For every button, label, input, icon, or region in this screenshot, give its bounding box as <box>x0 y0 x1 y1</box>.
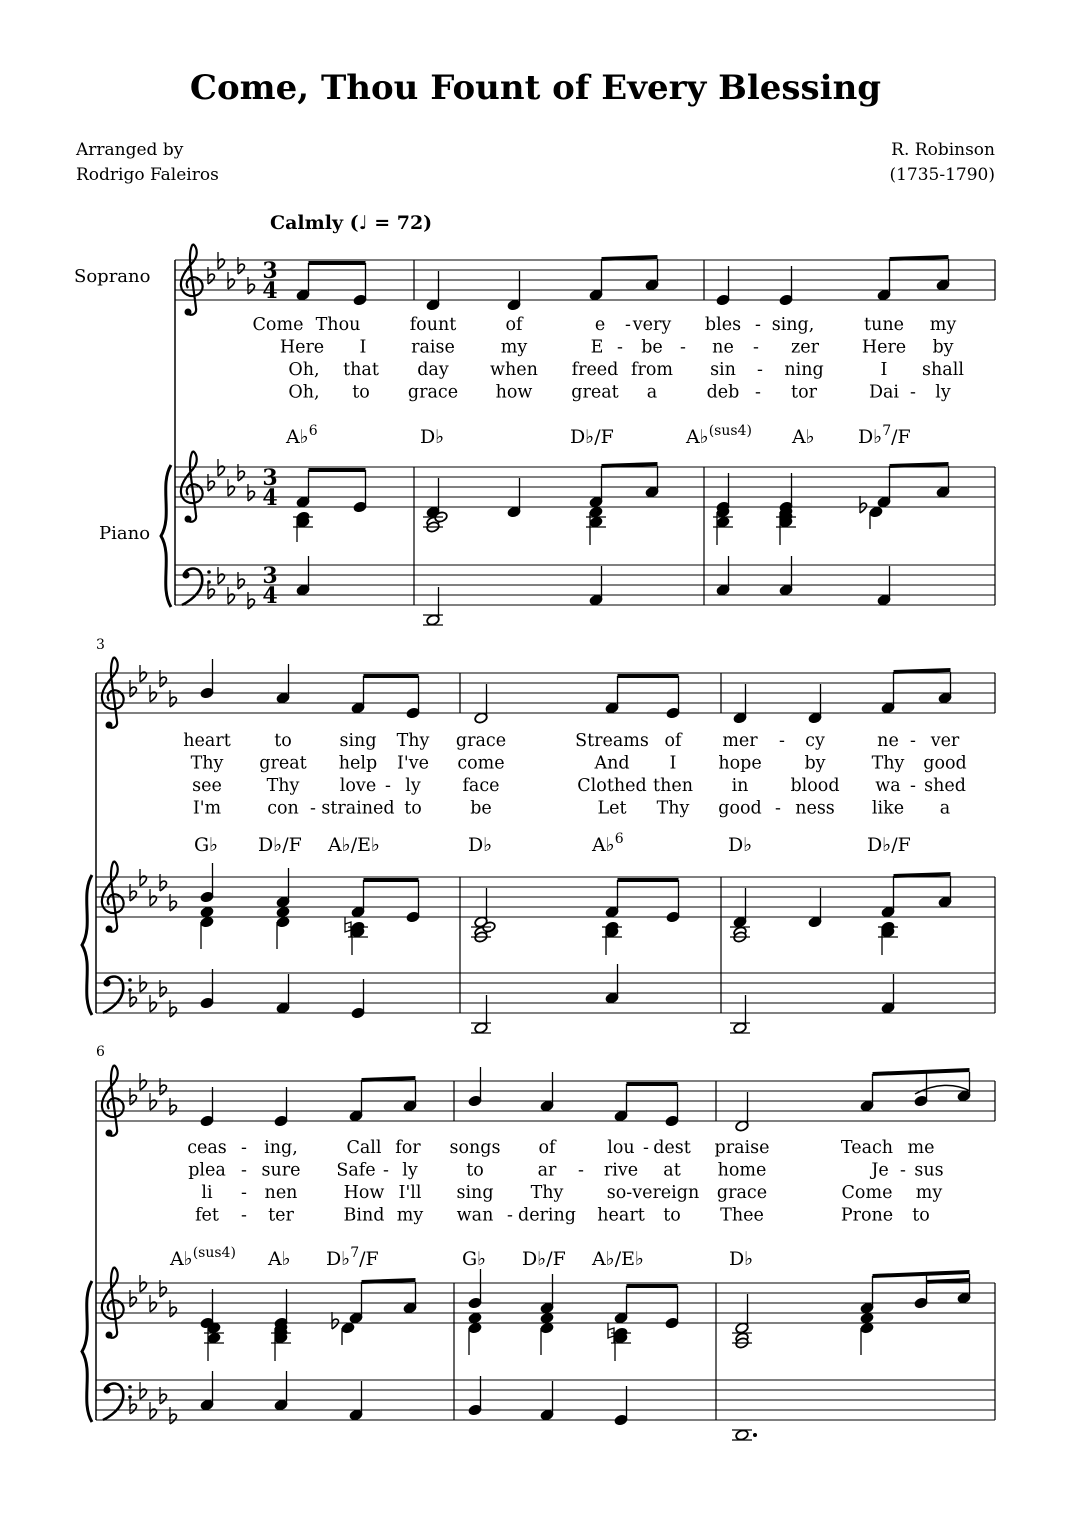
lyric-syllable: ter <box>268 1205 294 1226</box>
piano-brace <box>82 1281 92 1422</box>
lyric-syllable: fount <box>409 315 457 335</box>
composer-dates: (1735-1790) <box>889 165 995 185</box>
note-head <box>200 916 214 928</box>
bass-clef-icon <box>182 569 211 606</box>
chord-bass: /F <box>282 834 302 856</box>
lyric-syllable: I'm <box>192 798 222 819</box>
chord-extension: 6 <box>614 831 624 847</box>
lyric-syllable: - <box>625 315 631 335</box>
note-head <box>276 906 290 918</box>
lyric-syllable: by <box>932 337 954 358</box>
lyric-syllable: that <box>343 360 379 380</box>
chord-symbol <box>867 834 911 856</box>
lyric-syllable: freed <box>571 360 619 380</box>
lyric-syllable: great <box>571 382 619 403</box>
lyric-syllable: ne <box>712 337 734 358</box>
lyric-syllable: my <box>396 1205 424 1226</box>
lyric-syllable: to <box>663 1205 681 1226</box>
beam <box>873 1270 970 1278</box>
measure-number-6: 6 <box>96 1044 105 1060</box>
arranger-label: Arranged by <box>76 140 184 160</box>
flat-icon <box>860 496 867 513</box>
lyric-syllable: Here <box>279 337 325 358</box>
lyric-syllable: my <box>500 337 528 358</box>
lyric-syllable: Thee <box>720 1205 764 1226</box>
lyric-syllable: sing <box>339 731 377 751</box>
lyric-syllable: to <box>274 731 292 751</box>
chord-root: A♭ <box>592 1248 615 1270</box>
lyric-syllable: Thy <box>190 753 224 774</box>
lyric-syllable: Teach <box>840 1138 894 1158</box>
chord-symbol <box>420 426 444 448</box>
lyric-syllable: E <box>590 337 604 358</box>
lyric-syllable: tor <box>791 382 817 403</box>
chord-root: G♭ <box>194 834 219 856</box>
chord-root: D♭ <box>258 834 283 856</box>
beam <box>364 878 419 882</box>
lyric-syllable: Thy <box>530 1183 564 1203</box>
lyric-syllable: sure <box>261 1160 301 1181</box>
quarter-note-icon: ♩ <box>358 212 368 234</box>
lyric-syllable: - <box>507 1205 513 1226</box>
lyric-syllable: my <box>929 315 957 335</box>
lyric-syllable: wa <box>875 776 901 796</box>
piano-label: Piano <box>99 523 151 544</box>
lyric-syllable: ing, <box>264 1138 298 1158</box>
lyric-syllable: Oh, <box>288 382 320 403</box>
lyric-syllable: grace <box>407 382 459 403</box>
lyric-syllable: Thy <box>396 731 430 751</box>
beam <box>364 674 419 678</box>
lyric-syllable: Bind <box>343 1205 385 1226</box>
lyric-syllable: me <box>907 1138 935 1158</box>
composer-name: R. Robinson <box>891 140 995 160</box>
lyric-syllable: in <box>731 776 749 796</box>
chord-bass: /F <box>359 1248 379 1270</box>
note-head <box>468 1322 482 1334</box>
chord-symbol <box>285 423 318 448</box>
chord-root: D♭ <box>420 426 445 448</box>
lyric-syllable: then <box>653 776 693 796</box>
chord-symbol <box>729 1248 753 1270</box>
lyric-syllable: good <box>923 753 967 774</box>
lyric-syllable: mer <box>722 731 758 751</box>
lyric-syllable: - <box>755 315 761 335</box>
lyric-syllable: heart <box>183 731 231 751</box>
lyric-syllable: I <box>669 753 677 774</box>
lyric-syllable: Oh, <box>288 360 320 380</box>
lyric-syllable: be <box>470 798 492 819</box>
lyric-syllable: - <box>578 1160 584 1181</box>
chord-symbol <box>462 1248 486 1270</box>
lyric-syllable: I'll <box>398 1183 422 1203</box>
lyric-syllable: to <box>466 1160 484 1181</box>
lyric-syllable: great <box>259 753 307 774</box>
lyric-syllable: I've <box>397 753 429 774</box>
chord-root: A♭ <box>592 834 615 856</box>
lyric-syllable: praise <box>714 1138 770 1158</box>
piece-title: Come, Thou Fount of Every Blessing <box>189 68 882 108</box>
chord-symbol <box>194 834 218 856</box>
lyric-syllable: - <box>779 731 785 751</box>
chord-bass: /E♭ <box>350 834 380 856</box>
chord-root: D♭ <box>729 1248 754 1270</box>
lyric-syllable: plea <box>188 1160 226 1181</box>
lyric-syllable: e <box>594 315 606 335</box>
lyric-syllable: blood <box>790 776 840 796</box>
lyric-syllable: ceas <box>187 1138 227 1158</box>
lyric-syllable: - <box>775 798 781 819</box>
lyric-syllable: dest <box>653 1138 691 1158</box>
lyric-syllable: Thy <box>656 798 690 819</box>
lyric-syllable: heart <box>597 1205 645 1226</box>
note-head <box>207 1332 221 1344</box>
lyric-syllable: - <box>910 382 916 403</box>
chord-root: D♭ <box>728 834 753 856</box>
lyric-syllable: ness <box>795 798 835 819</box>
lyric-syllable: li <box>201 1183 213 1203</box>
chord-root: D♭ <box>326 1248 351 1270</box>
lyric-syllable: ly <box>405 776 421 796</box>
chord-extension: (sus4) <box>708 423 752 439</box>
lyric-syllable: Come <box>841 1183 893 1203</box>
lyric-syllable: zer <box>791 337 819 358</box>
time-signature-top: 3 <box>262 465 278 491</box>
piano-brace <box>82 875 92 1015</box>
note-head <box>589 506 603 518</box>
lyric-syllable: from <box>631 360 673 380</box>
beam <box>618 878 679 882</box>
chord-symbol <box>522 1248 566 1270</box>
chord-root: D♭ <box>522 1248 547 1270</box>
chord-symbol <box>591 831 624 856</box>
lyric-syllable: Come <box>252 315 304 335</box>
chord-bass: /F <box>546 1248 566 1270</box>
lyric-syllable: ne <box>877 731 899 751</box>
time-signature-bottom: 4 <box>262 485 278 511</box>
lyric-syllable: see <box>192 776 222 796</box>
half-note-head <box>735 1429 749 1441</box>
lyric-syllable: How <box>343 1183 385 1203</box>
lyric-syllable: - <box>241 1138 247 1158</box>
beam <box>627 1082 678 1086</box>
chord-symbol <box>791 426 815 448</box>
chord-extension: 7 <box>350 1245 360 1261</box>
lyric-syllable: - <box>241 1205 247 1226</box>
lyric-syllable: - <box>755 382 761 403</box>
note-head <box>276 916 290 928</box>
chord-symbol <box>267 1248 291 1270</box>
lyric-syllable: raise <box>411 337 455 358</box>
lyric-syllable: strained <box>321 798 395 819</box>
chord-root: A♭ <box>686 426 709 448</box>
lyric-syllable: - <box>643 1138 649 1158</box>
chord-extension: 7 <box>882 423 892 439</box>
lyric-syllable: of <box>664 731 682 751</box>
lyric-syllable: rive <box>603 1160 639 1181</box>
chord-root: D♭ <box>858 426 883 448</box>
bass-clef-icon <box>103 1384 132 1421</box>
measure-number-3: 3 <box>96 637 105 653</box>
lyric-syllable: - <box>385 776 391 796</box>
lyric-syllable: lou <box>607 1138 635 1158</box>
lyric-syllable: home <box>717 1160 767 1181</box>
beam <box>873 1068 970 1076</box>
chord-symbol <box>728 834 752 856</box>
lyric-syllable: ly <box>402 1160 418 1181</box>
lyric-syllable: of <box>505 315 523 335</box>
lyric-syllable: dering <box>518 1205 576 1226</box>
lyric-syllable: day <box>417 360 449 380</box>
lyric-syllable: Clothed <box>577 776 647 796</box>
lyric-syllable: Thy <box>871 753 905 774</box>
lyric-syllable: ar <box>537 1160 557 1181</box>
lyric-syllable: tune <box>864 315 904 335</box>
arranger-name: Rodrigo Faleiros <box>76 165 219 185</box>
lyric-syllable: sin <box>710 360 736 380</box>
lyric-syllable: fet <box>195 1205 219 1226</box>
lyric-syllable: cy <box>805 731 825 751</box>
beam <box>618 674 679 678</box>
lyric-syllable: sing <box>456 1183 494 1203</box>
lyric-syllable: at <box>663 1160 681 1181</box>
chord-root: A♭ <box>792 426 815 448</box>
lyric-syllable: songs <box>449 1138 501 1158</box>
lyric-syllable: bles <box>704 315 742 335</box>
lyric-syllable: for <box>395 1138 421 1158</box>
note-head <box>341 1322 355 1334</box>
beam <box>309 261 366 265</box>
lyric-syllable: Call <box>346 1138 382 1158</box>
chord-symbol <box>685 423 752 448</box>
lyric-syllable: good <box>718 798 762 819</box>
chord-extension: (sus4) <box>192 1245 236 1261</box>
lyric-syllable: deb <box>706 382 740 403</box>
lyric-syllable: - <box>241 1160 247 1181</box>
lyric-syllable: Thy <box>266 776 300 796</box>
lyric-syllable: nen <box>264 1183 298 1203</box>
lyric-syllable: And <box>594 753 630 774</box>
beam <box>309 468 366 472</box>
lyric-syllable: very <box>632 315 672 335</box>
chord-root: D♭ <box>570 426 595 448</box>
lyric-syllable: shall <box>922 360 964 380</box>
chord-symbol <box>591 1248 644 1270</box>
note-head <box>716 516 730 528</box>
chord-root: D♭ <box>468 834 493 856</box>
lyric-syllable: - <box>910 776 916 796</box>
lyric-syllable: when <box>490 360 538 380</box>
chord-symbol <box>258 834 302 856</box>
lyric-syllable: sing, <box>771 315 815 335</box>
chord-root: A♭ <box>328 834 351 856</box>
lyric-syllable: - <box>900 1160 906 1181</box>
chord-symbol <box>858 423 911 448</box>
chord-bass: /F <box>891 834 911 856</box>
note-head <box>468 1312 482 1324</box>
lyric-syllable: - <box>241 1183 247 1203</box>
time-signature-top: 3 <box>262 563 278 589</box>
piano-brace <box>161 465 171 607</box>
tempo-value: = 72) <box>367 212 433 234</box>
lyric-syllable: shed <box>924 776 966 796</box>
dot <box>753 1433 757 1437</box>
lyric-syllable: face <box>462 776 500 796</box>
chord-root: A♭ <box>268 1248 291 1270</box>
lyric-syllable: Prone <box>840 1205 894 1226</box>
lyric-syllable: wan <box>456 1205 494 1226</box>
lyric-syllable: - <box>680 337 686 358</box>
note-head <box>589 516 603 528</box>
lyric-syllable: my <box>915 1183 943 1203</box>
lyric-syllable: to <box>352 382 370 403</box>
lyric-syllable: I <box>359 337 367 358</box>
lyric-syllable: a <box>646 382 658 403</box>
note-head <box>860 1312 874 1324</box>
note-head <box>540 1322 554 1334</box>
lyric-syllable: Je <box>871 1160 889 1181</box>
chord-symbol <box>326 1245 379 1270</box>
chord-bass: /E♭ <box>614 1248 644 1270</box>
lyric-syllable: ver <box>930 731 960 751</box>
chord-extension: 6 <box>308 423 318 439</box>
lyric-syllable: like <box>871 798 905 819</box>
lyric-syllable: - <box>753 337 759 358</box>
lyric-syllable: Streams <box>575 731 649 751</box>
lyric-syllable: - <box>910 731 916 751</box>
beam <box>627 1284 678 1288</box>
lyric-syllable: so-vereign <box>606 1183 700 1203</box>
lyric-syllable: help <box>338 753 378 774</box>
lyric-syllable: Safe <box>336 1160 376 1181</box>
chord-root: G♭ <box>462 1248 487 1270</box>
lyric-syllable: of <box>538 1138 556 1158</box>
lyric-syllable: - <box>383 1160 389 1181</box>
note-head <box>860 1322 874 1334</box>
note-head <box>540 1312 554 1324</box>
lyric-syllable: be <box>641 337 663 358</box>
lyric-syllable: ly <box>935 382 951 403</box>
flat-icon <box>332 1312 339 1329</box>
chord-symbol <box>327 834 380 856</box>
lyric-syllable: ning <box>784 360 824 380</box>
lyric-syllable: grace <box>716 1183 768 1203</box>
lyric-syllable: - <box>757 360 763 380</box>
lyric-syllable: come <box>457 753 505 774</box>
lyric-syllable: I <box>880 360 888 380</box>
lyric-syllable: how <box>495 382 533 403</box>
chord-bass: /F <box>594 426 614 448</box>
time-signature-bottom: 4 <box>262 278 278 304</box>
lyric-syllable: Here <box>861 337 907 358</box>
chord-symbol <box>570 426 614 448</box>
lyric-syllable: love <box>339 776 377 796</box>
lyric-syllable: hope <box>718 753 762 774</box>
chord-root: D♭ <box>867 834 892 856</box>
chord-symbol <box>169 1245 236 1270</box>
chord-root: A♭ <box>170 1248 193 1270</box>
lyric-syllable: a <box>939 798 951 819</box>
lyric-syllable: Let <box>597 798 627 819</box>
note-head <box>869 506 883 518</box>
lyric-syllable: Thou <box>315 315 361 335</box>
soprano-label: Soprano <box>74 266 151 287</box>
chord-root: A♭ <box>286 426 309 448</box>
lyric-syllable: - <box>617 337 623 358</box>
lyric-syllable: to <box>404 798 422 819</box>
chord-bass: /F <box>891 426 911 448</box>
bass-clef-icon <box>103 977 132 1014</box>
chord-symbol <box>468 834 492 856</box>
lyric-syllable: grace <box>455 731 507 751</box>
time-signature-top: 3 <box>262 258 278 284</box>
time-signature-bottom: 4 <box>262 583 278 609</box>
lyric-syllable: by <box>804 753 826 774</box>
lyric-syllable: Dai <box>868 382 900 403</box>
lyric-syllable: con <box>267 798 299 819</box>
tempo-text: Calmly ( <box>270 212 359 234</box>
lyric-syllable: - <box>310 798 316 819</box>
lyric-syllable: to <box>912 1205 930 1226</box>
note-head <box>200 906 214 918</box>
lyric-syllable: sus <box>914 1160 944 1181</box>
